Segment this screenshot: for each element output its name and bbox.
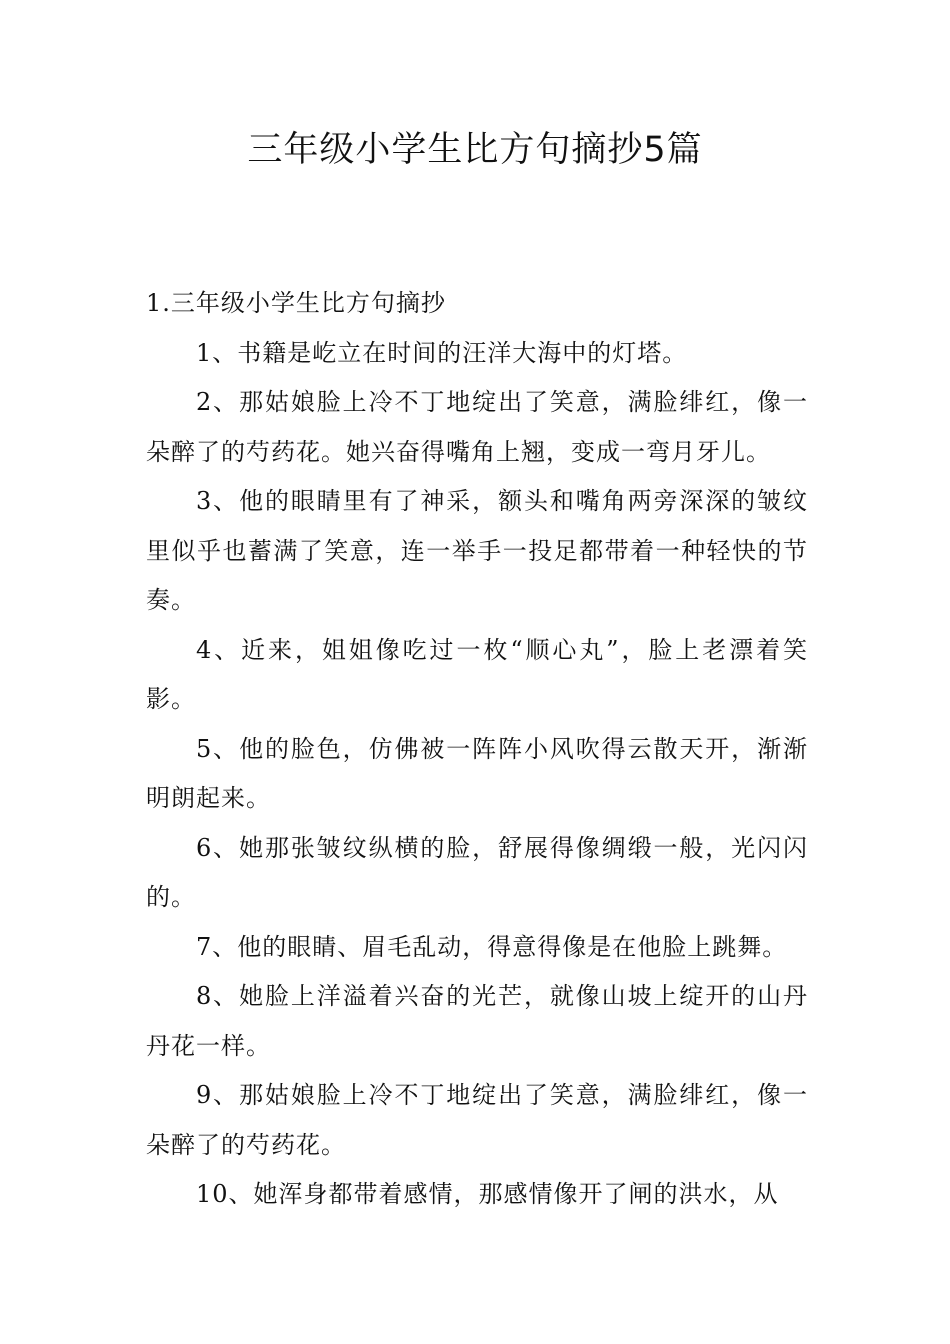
paragraph-2: 2、那姑娘脸上冷不丁地绽出了笑意，满脸绯红，像一朵醉了的芍药花。她兴奋得嘴角上翘，变成一弯月牙儿。 [146, 388, 808, 466]
paragraph-10: 10、她浑身都带着感情，那感情像开了闸的洪水，从 [196, 1180, 779, 1208]
paragraph-8: 8、她脸上洋溢着兴奋的光芒，就像山坡上绽开的山丹丹花一样。 [146, 982, 808, 1060]
document-body [146, 279, 808, 1220]
document-title: 三年级小学生比方句摘抄5篇 [247, 130, 703, 170]
paragraph-1: 1、书籍是屹立在时间的汪洋大海中的灯塔。 [196, 338, 688, 367]
paragraph-3: 3、他的眼睛里有了神采，额头和嘴角两旁深深的皱纹里似乎也蓄满了笑意，连一举手一投足都带着一种轻快的节奏。 [146, 487, 808, 614]
paragraph-6: 6、她那张皱纹纵横的脸，舒展得像绸缎一般，光闪闪的。 [146, 833, 808, 911]
paragraph-5: 5、他的脸色，仿佛被一阵阵小风吹得云散天开，渐渐明朗起来。 [146, 734, 808, 812]
section-heading: 1.三年级小学生比方句摘抄 [146, 289, 446, 317]
paragraph-7: 7、他的眼睛、眉毛乱动，得意得像是在他脸上跳舞。 [196, 932, 788, 961]
paragraph-9: 9、那姑娘脸上冷不丁地绽出了笑意，满脸绯红，像一朵醉了的芍药花。 [146, 1081, 808, 1159]
paragraph-4: 4、近来，姐姐像吃过一枚“顺心丸”，脸上老漂着笑影。 [146, 635, 808, 713]
